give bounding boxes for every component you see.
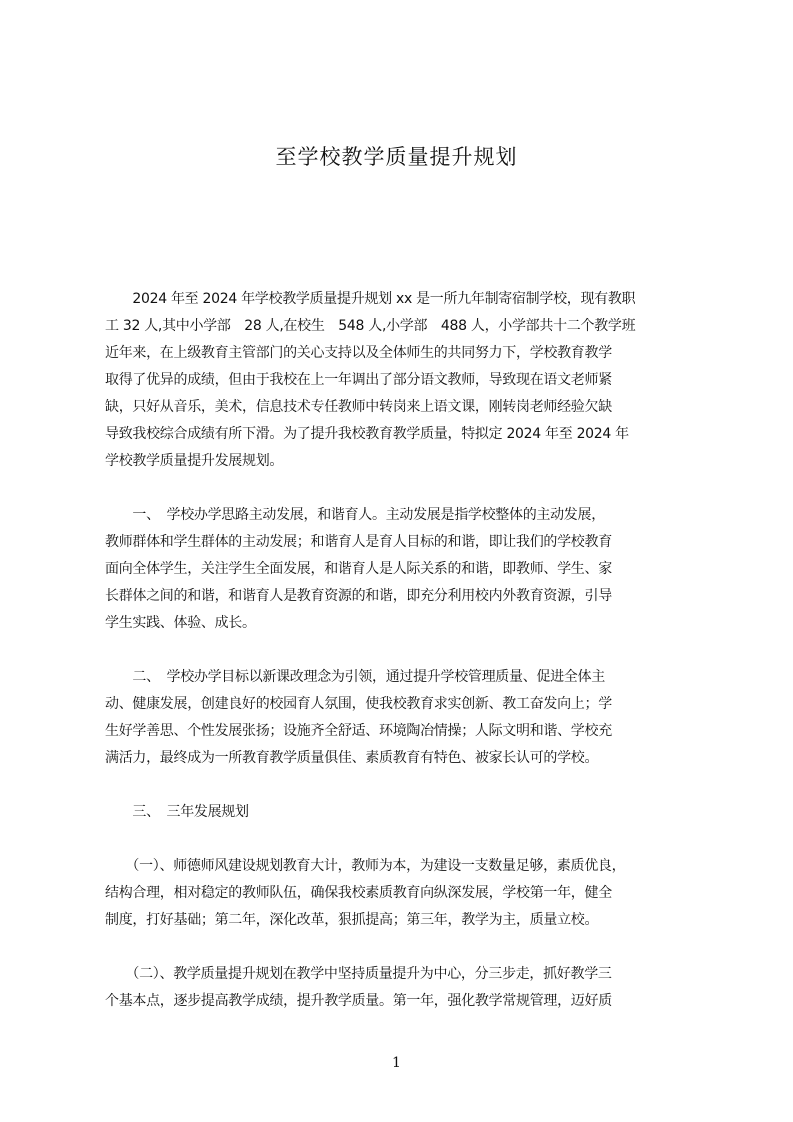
paragraph-section-2	[105, 664, 705, 772]
text-line: 近年来，在上级教育主管部门的关心支持以及全体师生的共同努力下，学校教育教学	[105, 345, 612, 361]
paragraph-subsection-1	[105, 853, 705, 934]
paragraph-subsection-2	[105, 961, 705, 1015]
page-number: 1	[392, 1055, 401, 1071]
text-line: 结构合理，相对稳定的教师队伍，确保我校素质教育向纵深发展，学校第一年，健全	[105, 885, 612, 901]
text-line: 生好学善思、个性发展张扬；设施齐全舒适、环境陶冶情操；人际文明和谐、学校充	[105, 723, 612, 739]
text-line: 缺，只好从音乐，美术，信息技术专任教师中转岗来上语文课，刚转岗老师经验欠缺	[105, 399, 612, 415]
text-line: 工 32 人,其中小学部 28 人,在校生 548 人,小学部 488 人，小学部共十二个教学班	[105, 318, 636, 334]
text-line: 制度，打好基础；第二年，深化改革，狠抓提高；第三年，教学为主，质量立校。	[105, 912, 599, 928]
text-line: 二、 学校办学目标以新课改理念为引领，通过提升学校管理质量、促进全体主	[105, 669, 605, 685]
text-line: （二）、教学质量提升规划在教学中坚持质量提升为中心，分三步走，抓好教学三	[105, 966, 612, 982]
document-title: 至学校教学质量提升规划	[275, 145, 518, 169]
text-line: 动、健康发展，创建良好的校园育人氛围，使我校教育求实创新、教工奋发向上；学	[105, 696, 612, 712]
text-line: 一、 学校办学思路主动发展，和谐育人。主动发展是指学校整体的主动发展，	[105, 507, 605, 523]
text-line: 面向全体学生，关注学生全面发展，和谐育人是人际关系的和谐，即教师、学生、家	[105, 561, 612, 577]
paragraph-section-3-heading	[105, 799, 705, 826]
section-heading: 三、 三年发展规划	[105, 804, 249, 820]
text-line: 教师群体和学生群体的主动发展；和谐育人是育人目标的和谐，即让我们的学校教育	[105, 534, 612, 550]
text-line: （一）、师德师风建设规划教育大计，教师为本，为建设一支数量足够，素质优良，	[105, 858, 626, 874]
text-line: 导致我校综合成绩有所下滑。为了提升我校教育教学质量，特拟定 2024 年至 2024 年	[105, 426, 629, 442]
paragraph-section-1	[105, 502, 705, 637]
document-body	[105, 286, 705, 1015]
text-line: 学生实践、体验、成长。	[105, 615, 256, 631]
paragraph-intro	[105, 286, 705, 475]
text-line: 满活力，最终成为一所教育教学质量俱佳、素质教育有特色、被家长认可的学校。	[105, 750, 599, 766]
text-line: 个基本点，逐步提高教学成绩，提升教学质量。第一年，强化教学常规管理，迈好质	[105, 993, 612, 1009]
text-line: 2024 年至 2024 年学校教学质量提升规划 xx 是一所九年制寄宿制学校，现有教职	[105, 291, 636, 307]
text-line: 长群体之间的和谐，和谐育人是教育资源的和谐，即充分利用校内外教育资源，引导	[105, 588, 612, 604]
text-line: 取得了优异的成绩，但由于我校在上一年调出了部分语文教师，导致现在语文老师紧	[105, 372, 612, 388]
text-line: 学校教学质量提升发展规划。	[105, 453, 284, 469]
